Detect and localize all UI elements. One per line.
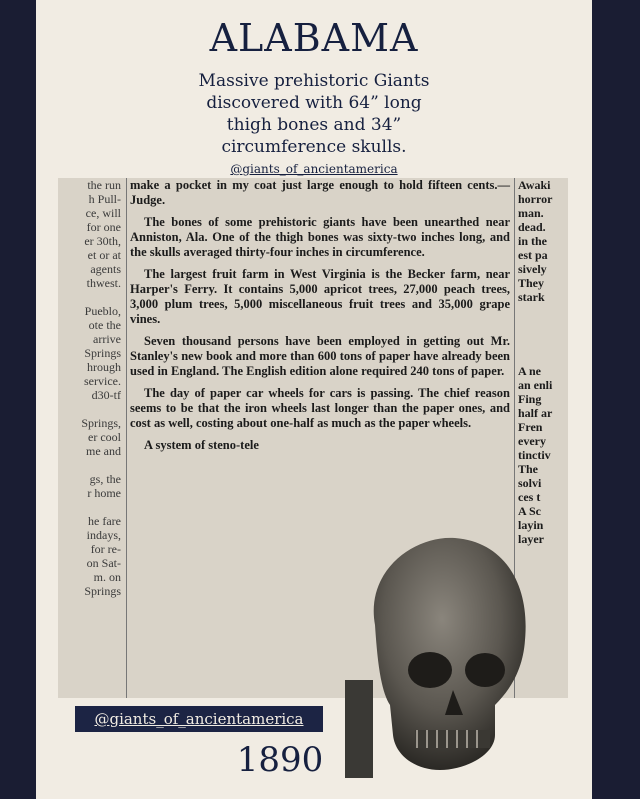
left-column-line: arrive	[93, 332, 121, 346]
handle-bottom: @giants_of_ancientamerica	[75, 706, 323, 732]
right-column-line: Fren	[518, 420, 543, 434]
left-column-line: gs, the	[89, 472, 121, 486]
right-column-line: solvi	[518, 476, 542, 490]
headline-line: thigh bones and 34”	[226, 115, 402, 135]
left-column-line: Springs,	[81, 416, 121, 430]
left-column-line: the run	[87, 178, 121, 192]
right-column-line: stark	[518, 290, 545, 304]
right-column-line: ces t	[518, 490, 541, 504]
headline-line: Massive prehistoric Giants	[198, 71, 430, 91]
right-column-line: in the	[518, 234, 548, 248]
right-column-line: A Sc	[518, 504, 542, 518]
right-column-line: half ar	[518, 406, 553, 420]
headline	[36, 70, 592, 158]
skull-photo	[345, 530, 535, 778]
page-title: ALABAMA	[209, 16, 419, 60]
year-label: 1890	[236, 740, 324, 780]
right-column-line: Awaki	[518, 178, 551, 192]
right-column-line: dead.	[518, 220, 546, 234]
left-column-line: on Sat-	[86, 556, 121, 570]
right-column-line: tinctiv	[518, 448, 551, 462]
handle-top: @giants_of_ancientamerica	[230, 162, 398, 176]
left-column-line: Springs	[84, 346, 121, 360]
left-column-line: er 30th,	[84, 234, 121, 248]
left-column-line: r home	[87, 486, 121, 500]
headline-line: discovered with 64” long	[206, 93, 422, 113]
article-paragraph: The day of paper car wheels for cars is passing. The chief reason seems to be that the iron wheels last longer than the paper ones, and cost as well, costing about one-half as much as the paper wheels.	[130, 386, 510, 430]
left-column-line: agents	[90, 262, 121, 276]
right-column-line: every	[518, 434, 546, 448]
right-column-line: They	[518, 276, 545, 290]
right-column-line: man.	[518, 206, 544, 220]
left-column-line: me and	[86, 444, 121, 458]
left-column-line: he fare	[88, 514, 121, 528]
left-column-line: ce, will	[85, 206, 121, 220]
left-column-line: Pueblo,	[84, 304, 121, 318]
left-column-line: ote the	[88, 318, 121, 332]
right-column-line: horror	[518, 192, 553, 206]
right-column-line: est pa	[518, 248, 548, 262]
left-column-line: d30-tf	[91, 388, 121, 402]
left-column-line: et or at	[87, 248, 121, 262]
left-column-line: h Pull-	[88, 192, 121, 206]
left-column-line: for re-	[90, 542, 121, 556]
left-column-line: service.	[84, 374, 121, 388]
right-column-line: A ne	[518, 364, 542, 378]
right-column-line: an enli	[518, 378, 553, 392]
left-column-line: Springs	[84, 584, 121, 598]
right-column-line: layer	[518, 532, 544, 546]
left-column-line: indays,	[86, 528, 121, 542]
right-column-line: Fing	[518, 392, 542, 406]
left-column-line: m. on	[93, 570, 121, 584]
left-column	[58, 178, 124, 698]
left-column-line: for one	[86, 220, 121, 234]
article-paragraph: A system of steno-tele	[144, 438, 259, 452]
left-column-line: hrough	[87, 360, 121, 374]
article-paragraph: The largest fruit farm in West Virginia is the Becker farm, near Harper's Ferry. It contains 5,000 apricot trees, 27,000 peach trees, 3,000 plum trees, 5,000 miscellaneous fruit trees and 35,000 grape vines.	[130, 267, 510, 326]
right-column-line: layin	[518, 518, 544, 532]
article-paragraph: Seven thousand persons have been employed in getting out Mr. Stanley's new book and more than 600 tons of paper have already been used in England. The English edition alone required 240 tons of paper.	[130, 334, 510, 378]
column-rule	[126, 178, 127, 698]
right-column-line: sively	[518, 262, 547, 276]
left-column-line: er cool	[88, 430, 121, 444]
article-paragraph: make a pocket in my coat just large enough to hold fifteen cents.—Judge.	[130, 178, 510, 207]
left-column-line: thwest.	[86, 276, 121, 290]
headline-line: circumference skulls.	[221, 137, 407, 157]
right-column-line: The	[518, 462, 539, 476]
article-paragraph: The bones of some prehistoric giants have been unearthed near Anniston, Ala. One of the thigh bones was sixty-two inches long, and the skulls averaged thirty-four inches in circumference.	[130, 215, 510, 259]
